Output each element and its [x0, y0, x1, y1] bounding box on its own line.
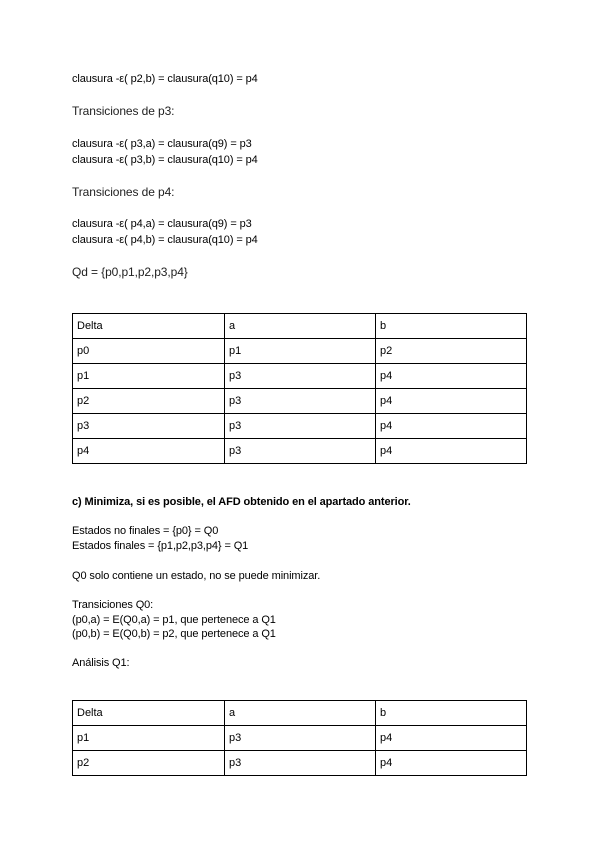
- table-cell: p2: [376, 339, 527, 364]
- table-cell: p3: [225, 364, 376, 389]
- heading-transiciones-p4: Transiciones de p4:: [72, 185, 175, 199]
- delta-table-q1: [72, 700, 527, 776]
- table-cell: p3: [225, 439, 376, 464]
- table-cell: p1: [73, 726, 225, 751]
- heading-analisis-q1: Análisis Q1:: [72, 657, 130, 669]
- table-row: [73, 726, 527, 751]
- delta-table-afd: [72, 313, 527, 464]
- text-q0-note: Q0 solo contiene un estado, no se puede minimizar.: [72, 570, 321, 582]
- table-cell: p0: [73, 339, 225, 364]
- text-estados-finales: Estados finales = {p1,p2,p3,p4} = Q1: [72, 540, 249, 552]
- heading-transiciones-p3: Transiciones de p3:: [72, 104, 175, 118]
- table-header-cell: Delta: [73, 701, 225, 726]
- heading-section-c: c) Minimiza, si es posible, el AFD obtenido en el apartado anterior.: [72, 496, 411, 508]
- table-header-cell: a: [225, 314, 376, 339]
- table-cell: p4: [376, 726, 527, 751]
- table-cell: p1: [73, 364, 225, 389]
- table-header-row: [73, 701, 527, 726]
- table-cell: p4: [376, 364, 527, 389]
- table-row: [73, 339, 527, 364]
- table-header-row: [73, 314, 527, 339]
- text-transicion-q0-a: (p0,a) = E(Q0,a) = p1, que pertenece a Q1: [72, 614, 276, 626]
- table-cell: p4: [73, 439, 225, 464]
- table-cell: p1: [225, 339, 376, 364]
- table-cell: p4: [376, 751, 527, 776]
- table-cell: p4: [376, 414, 527, 439]
- table-row: [73, 414, 527, 439]
- table-cell: p4: [376, 439, 527, 464]
- text-clausura-p4-a: clausura -ε( p4,a) = clausura(q9) = p3: [72, 218, 252, 230]
- text-clausura-p3-b: clausura -ε( p3,b) = clausura(q10) = p4: [72, 154, 258, 166]
- table-row: [73, 389, 527, 414]
- text-estados-no-finales: Estados no finales = {p0} = Q0: [72, 525, 219, 537]
- text-transicion-q0-b: (p0,b) = E(Q0,b) = p2, que pertenece a Q1: [72, 628, 276, 640]
- table-header-cell: a: [225, 701, 376, 726]
- table-cell: p2: [73, 389, 225, 414]
- table-row: [73, 751, 527, 776]
- text-clausura-p4-b: clausura -ε( p4,b) = clausura(q10) = p4: [72, 234, 258, 246]
- table-cell: p3: [225, 414, 376, 439]
- table-cell: p2: [73, 751, 225, 776]
- table-header-cell: b: [376, 701, 527, 726]
- heading-transiciones-q0: Transiciones Q0:: [72, 599, 154, 611]
- table-cell: p3: [73, 414, 225, 439]
- text-clausura-p3-a: clausura -ε( p3,a) = clausura(q9) = p3: [72, 138, 252, 150]
- table-header-cell: b: [376, 314, 527, 339]
- table-header-cell: Delta: [73, 314, 225, 339]
- table-cell: p3: [225, 726, 376, 751]
- table-cell: p4: [376, 389, 527, 414]
- table-cell: p3: [225, 751, 376, 776]
- text-qd-states: Qd = {p0,p1,p2,p3,p4}: [72, 265, 188, 279]
- table-row: [73, 364, 527, 389]
- text-clausura-p2-b: clausura -ε( p2,b) = clausura(q10) = p4: [72, 73, 258, 85]
- table-row: [73, 439, 527, 464]
- table-cell: p3: [225, 389, 376, 414]
